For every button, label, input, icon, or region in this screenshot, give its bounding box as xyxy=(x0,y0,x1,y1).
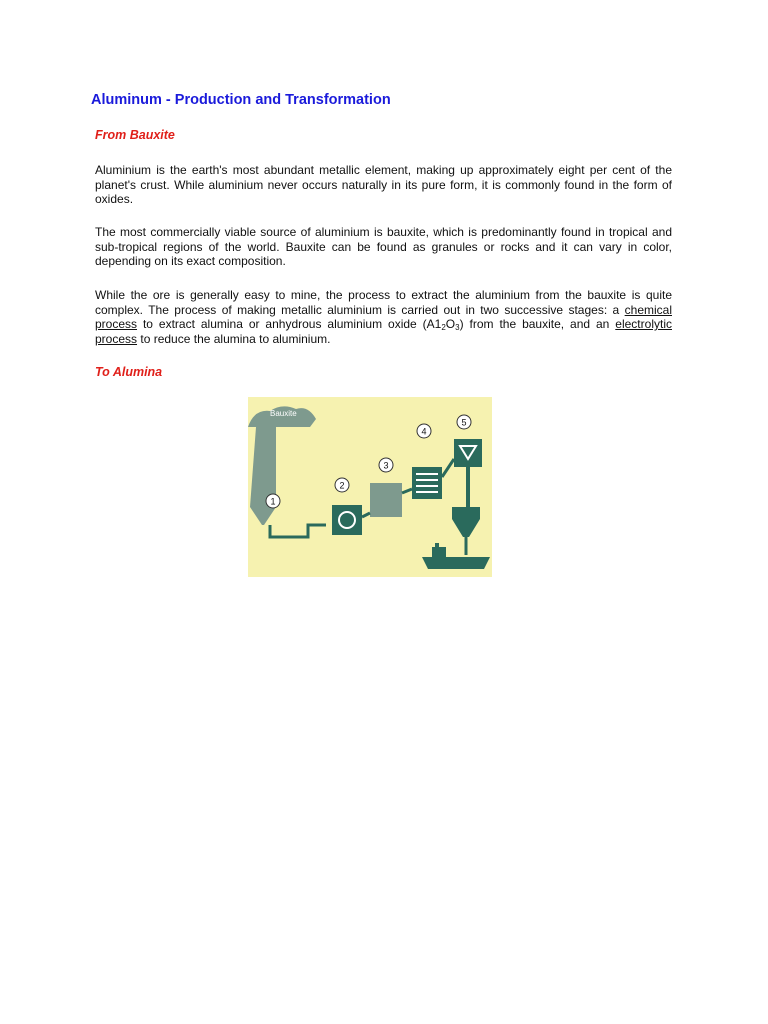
svg-text:5: 5 xyxy=(461,417,467,428)
filter-press-icon xyxy=(412,467,442,499)
label-bauxite: Bauxite xyxy=(270,409,297,418)
section-heading-from-bauxite: From Bauxite xyxy=(95,128,175,142)
ship-icon xyxy=(422,557,490,569)
paragraph-two-stages: While the ore is generally easy to mine, the process to extract the aluminium from the bauxite is quite complex. The process of making metallic aluminium is carried out in two successive stages: a chemical process to extract alumina or anhydrous aluminium oxide $(A1_2O_3)$ from the bauxite, and an electrolytic process to reduce the alumina to aluminium. xyxy=(95,288,672,346)
electrolytic-process-link[interactable]: electrolytic process xyxy=(95,317,672,346)
section-heading-to-alumina: To Alumina xyxy=(95,365,163,379)
svg-text:1: 1 xyxy=(270,496,276,507)
svg-text:4: 4 xyxy=(421,426,427,437)
bayer-process-diagram xyxy=(248,397,492,577)
paragraph-intro: Aluminium is the earth's most abundant metallic element, making up approximately eight per cent of the planet's crust. While aluminium never occurs naturally in its pure form, it is commonly found in the form of oxides. xyxy=(95,163,672,206)
svg-text:2: 2 xyxy=(339,480,345,491)
digester-icon xyxy=(332,505,362,535)
precipitator-icon xyxy=(454,439,482,467)
decanter-icon xyxy=(370,483,402,517)
page-title: Aluminum - Production and Transformation xyxy=(91,92,391,108)
paragraph-bauxite-source: The most commercially viable source of aluminium is bauxite, which is predominantly found in tropical and sub-tropical regions of the world. Bauxite can be found as granules or rocks and it can vary in color, depending on its exact composition. xyxy=(95,225,672,268)
svg-text:3: 3 xyxy=(383,460,389,471)
chemical-process-link[interactable]: chemical process xyxy=(95,302,672,331)
